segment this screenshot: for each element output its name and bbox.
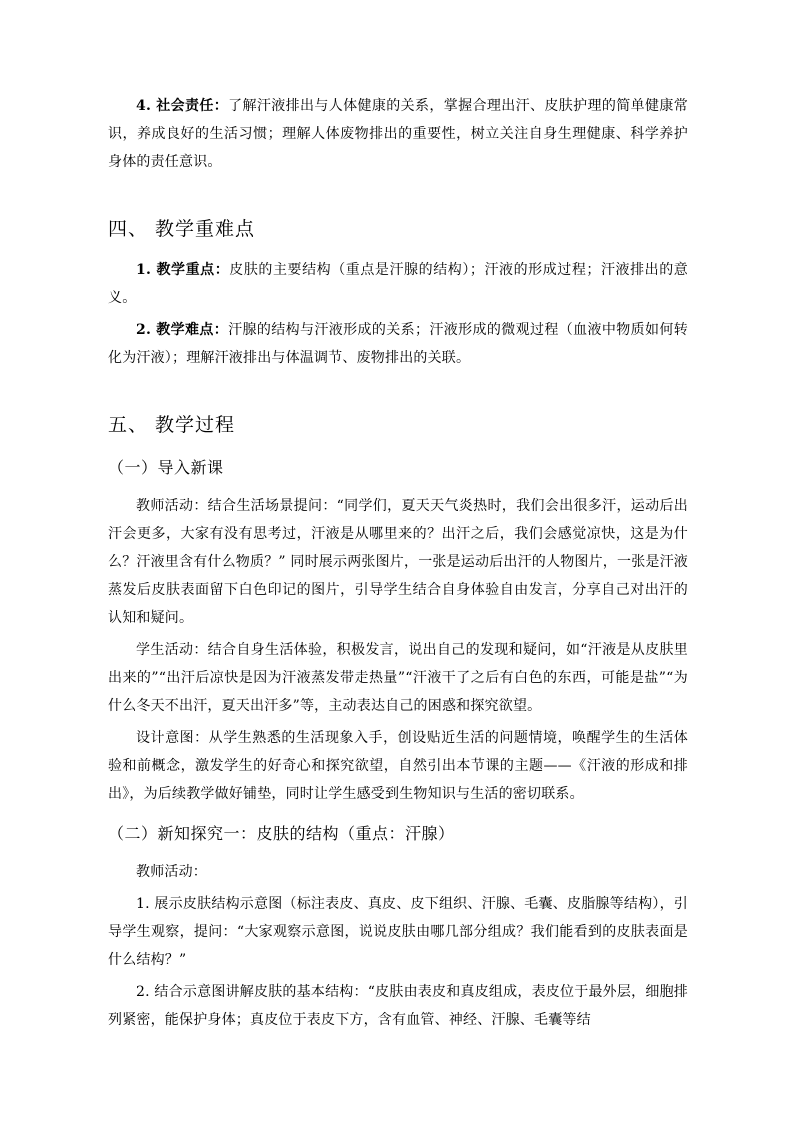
paragraph-design-intent-1: 设计意图：从学生熟悉的生活现象入手，创设贴近生活的问题情境，唤醒学生的生活体验和前概念，激发学生的好奇心和探究欲望，自然引出本节课的主题——《汗液的形成和排出》，为后续教学做好铺垫，同时让学生感受到生物知识与生活的密切联系。: [108, 730, 688, 802]
key-points-label: 1. 教学重点：: [136, 262, 230, 278]
paragraph-step-1: 1. 展示皮肤结构示意图（标注表皮、真皮、皮下组织、汗腺、毛囊、皮脂腺等结构），引导学生观察，提问：“大家观察示意图，说说皮肤由哪几部分组成？我们能看到的皮肤表面是什么结构？”: [108, 896, 688, 968]
subsection-2-heading: （二）新知探究一：皮肤的结构（重点：汗腺）: [108, 824, 455, 843]
paragraph-teacher-activity-1: 教师活动：结合生活场景提问：“同学们，夏天天气炎热时，我们会出很多汗，运动后出汗会更多，大家有没有思考过，汗液是从哪里来的？出汗之后，我们会感觉凉快，这是为什么？汗液里含有什么物质？” 同时展示两张图片，一张是运动后出汗的人物图片，一张是汗液蒸发后皮肤表面留下白色印记的图片，引导学生结合自身体验自由发言，分享自己对出汗的认知和疑问。: [108, 498, 689, 626]
difficult-points-text: 汗腺的结构与汗液形成的关系；汗液形成的微观过程（血液中物质如何转化为汗液）；理解汗液排出与体温调节、废物排出的关联。: [108, 322, 689, 366]
document-body: [108, 92, 688, 1038]
social-responsibility-label: 4. 社会责任：: [136, 98, 229, 114]
paragraph-teacher-activity-2-label: 教师活动：: [136, 864, 207, 880]
paragraph-difficult-points: [108, 316, 688, 372]
paragraph-student-activity-1: 学生活动：结合自身生活体验，积极发言，说出自己的发现和疑问，如“汗液是从皮肤里出来的”“出汗后凉快是因为汗液蒸发带走热量”“汗液干了之后有白色的东西，可能是盐”“为什么冬天不出汗，夏天出汗多”等，主动表达自己的困惑和探究欲望。: [108, 642, 688, 714]
key-points-text: 皮肤的主要结构（重点是汗腺的结构）；汗液的形成过程；汗液排出的意义。: [108, 262, 688, 306]
paragraph-key-points: [108, 256, 688, 312]
section-4-heading: 四、 教学重难点: [108, 218, 256, 240]
paragraph-step-2: 2. 结合示意图讲解皮肤的基本结构：“皮肤由表皮和真皮组成，表皮位于最外层，细胞排列紧密，能保护身体；真皮位于表皮下方，含有血管、神经、汗腺、毛囊等结: [108, 984, 688, 1028]
paragraph-social-responsibility: [108, 92, 688, 176]
subsection-1-heading: （一）导入新课: [108, 458, 224, 477]
social-responsibility-text: 了解汗液排出与人体健康的关系，掌握合理出汗、皮肤护理的简单健康常识，养成良好的生活习惯；理解人体废物排出的重要性，树立关注自身生理健康、科学养护身体的责任意识。: [108, 98, 689, 170]
section-5-heading: 五、 教学过程: [108, 414, 236, 436]
difficult-points-label: 2. 教学难点：: [136, 322, 229, 338]
